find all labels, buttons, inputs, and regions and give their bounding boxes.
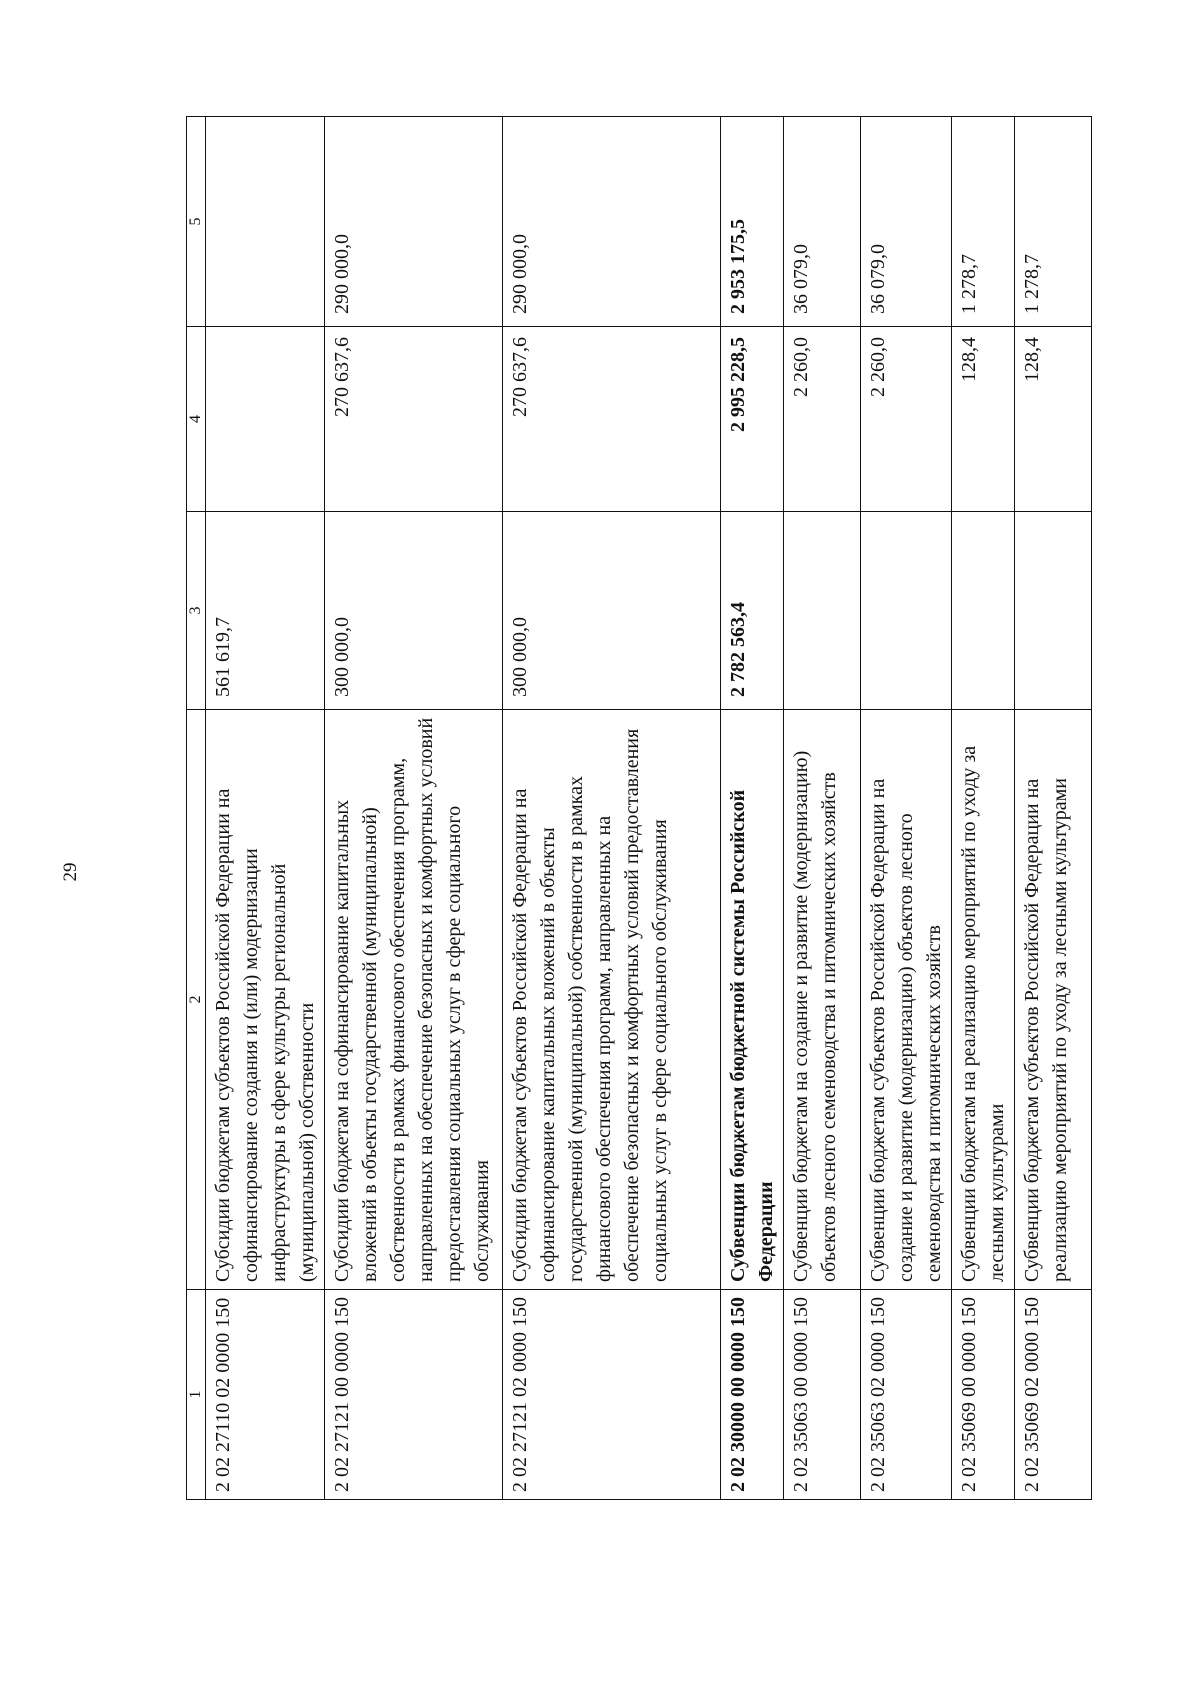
budget-code: 2 02 35069 02 0000 150 (1015, 1290, 1092, 1500)
amount-col-4: 128,4 (1015, 327, 1092, 512)
item-name: Субсидии бюджетам субъектов Российской Федерации на софинансирование капитальных вложений в объекты государственной (муниципальной) собственности в рамках финансового обеспечения программ, направленных на обеспечение безопасных и комфортных условий предоставления социальных услуг в сфере социального обслуживания (503, 710, 721, 1290)
header-col-2: 2 (187, 710, 206, 1290)
amount-col-3 (784, 512, 861, 710)
amount-col-3: 561 619,7 (206, 512, 325, 710)
budget-code: 2 02 35063 02 0000 150 (861, 1290, 952, 1500)
header-col-3: 3 (187, 512, 206, 710)
table-row (206, 117, 325, 1500)
amount-col-4: 2 260,0 (861, 327, 952, 512)
amount-col-5: 36 079,0 (784, 117, 861, 327)
page-number: 29 (60, 862, 81, 882)
amount-col-5: 1 278,7 (1015, 117, 1092, 327)
table-row (503, 117, 721, 1500)
budget-code: 2 02 30000 00 0000 150 (721, 1290, 784, 1500)
item-name: Субсидии бюджетам субъектов Российской Федерации на софинансирование создания и (или) модернизации инфраструктуры в сфере культуры региональной (муниципальной) собственности (206, 710, 325, 1290)
table-row-total (721, 117, 784, 1500)
amount-col-4: 270 637,6 (503, 327, 721, 512)
budget-code: 2 02 27121 02 0000 150 (503, 1290, 721, 1500)
item-name: Субвенции бюджетам субъектов Российской Федерации на реализацию мероприятий по уходу за лесными культурами (1015, 710, 1092, 1290)
budget-table (186, 116, 1092, 1500)
amount-col-4 (206, 327, 325, 512)
header-col-1: 1 (187, 1290, 206, 1500)
budget-code: 2 02 35063 00 0000 150 (784, 1290, 861, 1500)
table-row (952, 117, 1015, 1500)
amount-col-3: 2 782 563,4 (721, 512, 784, 710)
item-name: Субвенции бюджетам на создание и развитие (модернизацию) объектов лесного семеноводства и питомнических хозяйств (784, 710, 861, 1290)
header-row (187, 117, 206, 1500)
amount-col-4: 270 637,6 (325, 327, 503, 512)
header-col-4: 4 (187, 327, 206, 512)
amount-col-3 (861, 512, 952, 710)
item-name: Субвенции бюджетам на реализацию мероприятий по уходу за лесными культурами (952, 710, 1015, 1290)
amount-col-5: 36 079,0 (861, 117, 952, 327)
table-row (784, 117, 861, 1500)
table-row (1015, 117, 1092, 1500)
item-name: Субвенции бюджетам бюджетной системы Российской Федерации (721, 710, 784, 1290)
amount-col-5: 290 000,0 (325, 117, 503, 327)
item-name: Субвенции бюджетам субъектов Российской Федерации на создание и развитие (модернизацию) объектов лесного семеноводства и питомнических хозяйств (861, 710, 952, 1290)
budget-code: 2 02 35069 00 0000 150 (952, 1290, 1015, 1500)
amount-col-3: 300 000,0 (503, 512, 721, 710)
budget-table-container (186, 117, 1146, 1500)
item-name: Субсидии бюджетам на софинансирование капитальных вложений в объекты государственной (муниципальной) собственности в рамках финансового обеспечения программ, направленных на обеспечение безопасных и комфортных условий предоставления социальных услуг в сфере социального обслуживания (325, 710, 503, 1290)
amount-col-3 (1015, 512, 1092, 710)
amount-col-4: 2 995 228,5 (721, 327, 784, 512)
amount-col-4: 2 260,0 (784, 327, 861, 512)
amount-col-3: 300 000,0 (325, 512, 503, 710)
amount-col-5 (206, 117, 325, 327)
amount-col-3 (952, 512, 1015, 710)
amount-col-5: 1 278,7 (952, 117, 1015, 327)
header-col-5: 5 (187, 117, 206, 327)
table-row (861, 117, 952, 1500)
table-row (325, 117, 503, 1500)
amount-col-4: 128,4 (952, 327, 1015, 512)
amount-col-5: 2 953 175,5 (721, 117, 784, 327)
amount-col-5: 290 000,0 (503, 117, 721, 327)
budget-code: 2 02 27121 00 0000 150 (325, 1290, 503, 1500)
budget-code: 2 02 27110 02 0000 150 (206, 1290, 325, 1500)
